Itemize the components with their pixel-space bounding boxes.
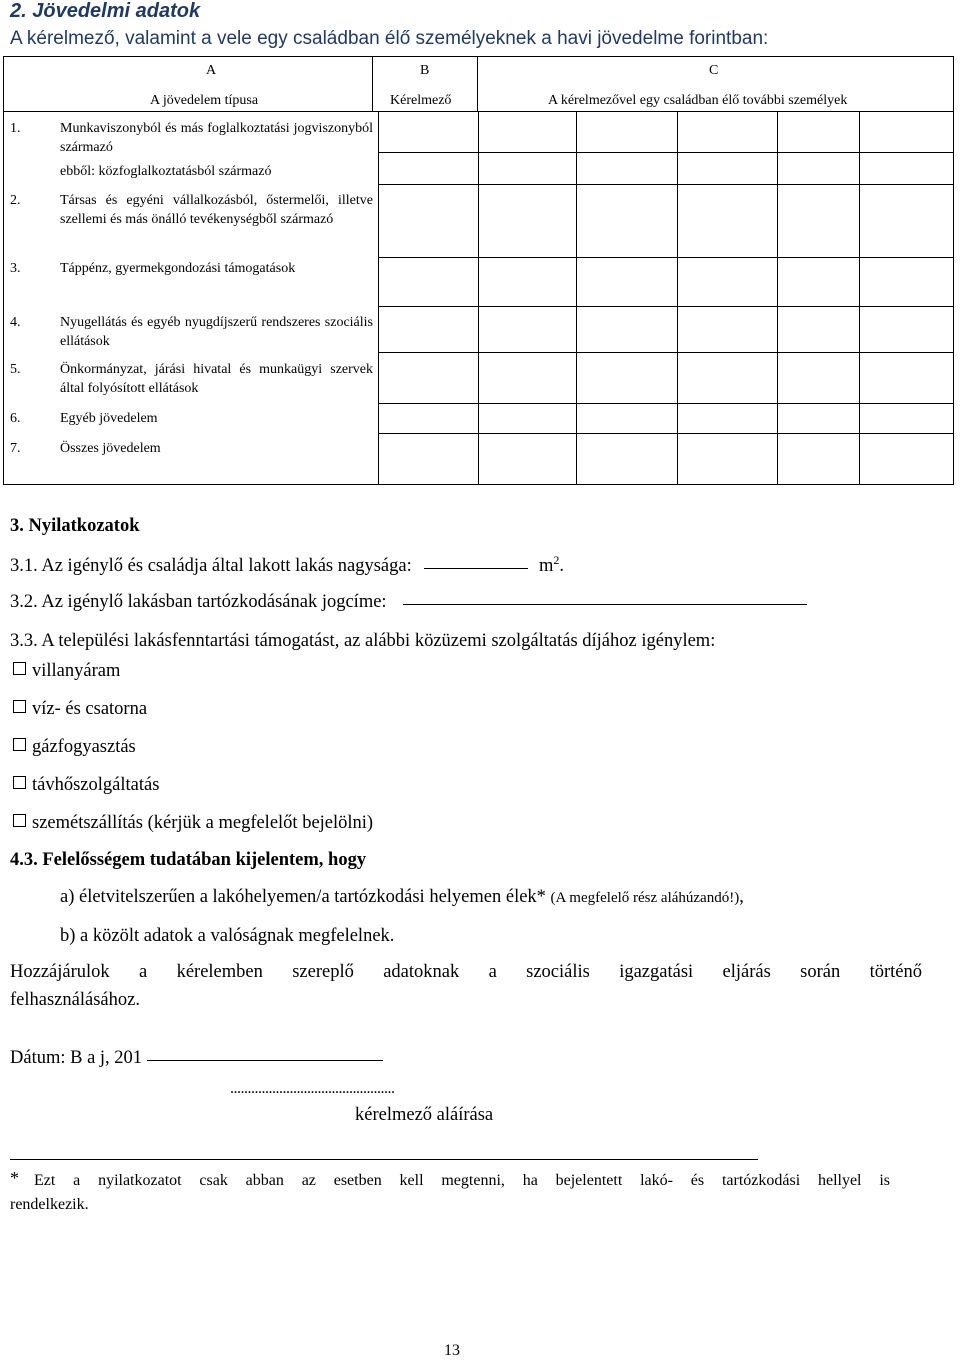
table-row xyxy=(10,191,373,251)
option-gas xyxy=(13,737,136,758)
checkbox[interactable] xyxy=(13,738,26,751)
table-row xyxy=(10,439,373,459)
footnote-line-2: rendelkezik. xyxy=(10,1196,89,1213)
title-input-line[interactable] xyxy=(403,603,807,605)
section-4-3-title: 4.3. Felelősségem tudatában kijelentem, hogy xyxy=(10,850,367,870)
row-number: 2. xyxy=(10,193,21,208)
question-3-2-text: 3.2. Az igénylő lakásban tartózkodásának jogcíme: xyxy=(10,592,387,612)
col-header-type: A jövedelem típusa xyxy=(150,93,259,108)
consent-line-2: felhasználásához. xyxy=(10,990,140,1010)
table-row xyxy=(10,409,373,429)
section-2-subtitle: A kérelmező, valamint a vele egy családban élő személyeknek a havi jövedelme forintban: xyxy=(10,28,769,49)
footnote-line-1: Ezt a nyilatkozatot csak abban az esetben kell megtenni, ha bejelentett lakó- és tartózkodási hellyel is xyxy=(34,1172,890,1189)
checkbox[interactable] xyxy=(13,700,26,713)
row-sublabel: ebből: közfoglalkoztatásból származó xyxy=(60,164,272,179)
option-label: víz- és csatorna xyxy=(32,699,148,719)
option-label: gázfogyasztás xyxy=(32,737,136,757)
footnote-rule xyxy=(10,1159,758,1160)
col-header-family: A kérelmezővel egy családban élő további személyek xyxy=(548,93,848,108)
option-water xyxy=(13,699,147,720)
page-number: 13 xyxy=(444,1342,460,1359)
consent-line-1: Hozzájárulok a kérelemben szereplő adatoknak a szociális igazgatási eljárás során történő xyxy=(10,962,922,982)
option-waste xyxy=(13,813,373,834)
table-row xyxy=(10,259,373,279)
row-label: Társas és egyéni vállalkozásból, őstermelői, illetve szellemi és más önálló tevékenységből származó xyxy=(60,193,373,227)
size-input-line[interactable] xyxy=(424,567,528,569)
section-2-title: 2. Jövedelmi adatok xyxy=(10,0,201,22)
table-row xyxy=(10,313,373,353)
table-row xyxy=(10,119,373,159)
col-letter-c: C xyxy=(709,63,719,78)
option-electricity xyxy=(13,661,120,682)
row-number: 1. xyxy=(10,121,21,136)
statement-a-text: a) életvitelszerűen a lakóhelyemen/a tartózkodási helyemen élek* xyxy=(60,887,546,907)
date-input-line[interactable] xyxy=(147,1059,383,1061)
row-number: 3. xyxy=(10,261,21,276)
option-label: szemétszállítás (kérjük a megfelelőt bejelölni) xyxy=(32,813,374,833)
question-3-3: 3.3. A települési lakásfenntartási támogatást, az alábbi közüzemi szolgáltatás díjához igénylem: xyxy=(10,631,716,651)
row-label: Önkormányzat, járási hivatal és munkaügyi szervek által folyósított ellátások xyxy=(60,362,373,396)
option-district-heating xyxy=(13,775,159,796)
statement-a xyxy=(60,887,744,908)
row-label: Táppénz, gyermekgondozási támogatások xyxy=(60,261,296,276)
unit-m: m xyxy=(538,556,554,577)
footnote-marker: * xyxy=(10,1168,19,1188)
question-3-1-text: 3.1. Az igénylő és családja által lakott lakás nagysága: xyxy=(10,556,412,577)
date-label: Dátum: B a j, 201 xyxy=(10,1048,143,1068)
option-label: távhőszolgáltatás xyxy=(32,775,160,795)
row-label: Nyugellátás és egyéb nyugdíjszerű rendszeres szociális ellátások xyxy=(60,315,373,349)
checkbox[interactable] xyxy=(13,662,26,675)
section-3-title: 3. Nyilatkozatok xyxy=(10,516,140,536)
col-letter-a: A xyxy=(206,63,217,78)
checkbox[interactable] xyxy=(13,814,26,827)
signature-label: kérelmező aláírása xyxy=(355,1105,494,1125)
statement-a-note: (A megfelelő rész aláhúzandó!) xyxy=(550,890,740,906)
unit-sup: 2 xyxy=(553,553,560,567)
question-3-2 xyxy=(10,592,807,613)
row-number: 6. xyxy=(10,411,21,426)
col-letter-b: B xyxy=(420,63,430,78)
question-3-1 xyxy=(10,553,564,577)
signature-dots: ............................................... xyxy=(230,1080,395,1097)
row-number: 4. xyxy=(10,315,21,330)
row-number: 5. xyxy=(10,362,21,377)
row-label: Munkaviszonyból és más foglalkoztatási jogviszonyból származó xyxy=(60,121,373,155)
row-label: Összes jövedelem xyxy=(60,441,161,456)
table-row xyxy=(10,360,373,400)
q1-end: . xyxy=(559,556,564,577)
statement-b: b) a közölt adatok a valóságnak megfelelnek. xyxy=(60,926,395,946)
statement-a-end: , xyxy=(739,887,744,907)
date-field xyxy=(10,1048,383,1069)
row-label: Egyéb jövedelem xyxy=(60,411,158,426)
checkbox[interactable] xyxy=(13,776,26,789)
option-label: villanyáram xyxy=(32,661,121,681)
col-header-applicant: Kérelmező xyxy=(390,93,452,108)
row-number: 7. xyxy=(10,441,21,456)
